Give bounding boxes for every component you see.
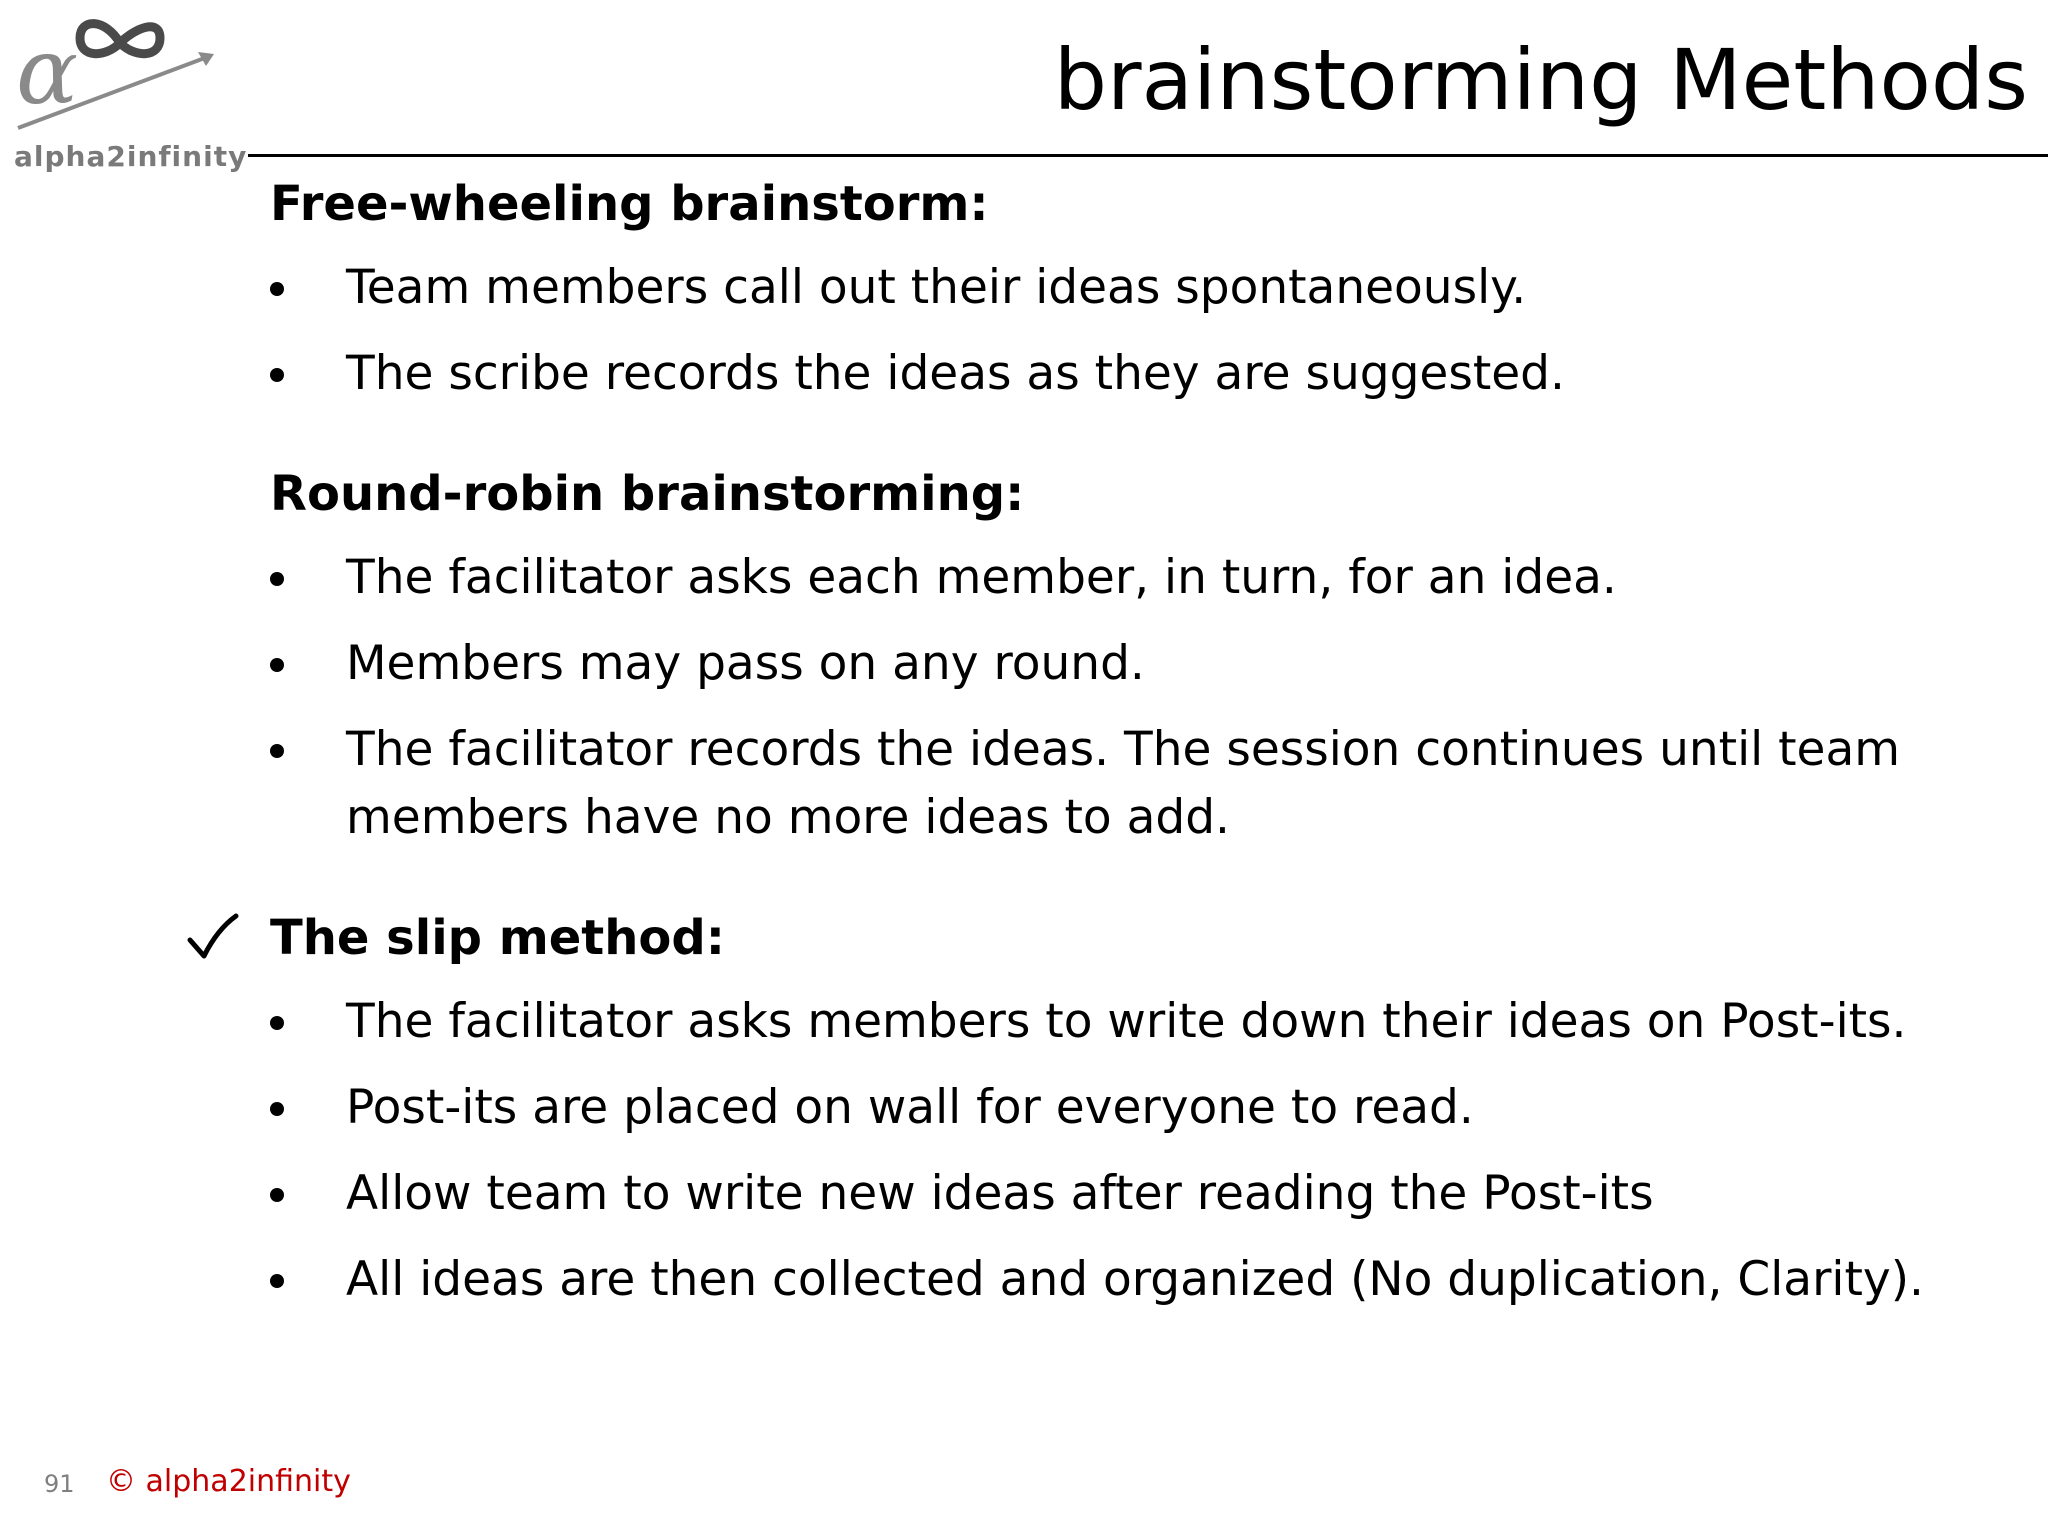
list-item: The facilitator asks members to write down their ideas on Post-its. (346, 994, 1907, 1049)
list-item: Post-its are placed on wall for everyone to read. (346, 1080, 1474, 1135)
section-heading-slip-method: The slip method: (270, 910, 725, 966)
bullet-icon (270, 572, 284, 586)
list-item-continuation: members have no more ideas to add. (346, 790, 1230, 845)
list-item: All ideas are then collected and organized (No duplication, Clarity). (346, 1252, 1924, 1307)
copyright-notice: © alpha2infinity (106, 1464, 351, 1499)
section-heading-round-robin: Round-robin brainstorming: (270, 466, 1025, 522)
svg-text:α: α (16, 18, 79, 125)
bullet-icon (270, 1016, 284, 1030)
list-item: Members may pass on any round. (346, 636, 1145, 691)
bullet-icon (270, 1102, 284, 1116)
bullet-icon (270, 282, 284, 296)
check-icon (184, 910, 240, 966)
bullet-icon (270, 1274, 284, 1288)
list-item: The facilitator records the ideas. The session continues until team (346, 722, 1901, 777)
list-item: The scribe records the ideas as they are suggested. (346, 346, 1565, 401)
bullet-icon (270, 368, 284, 382)
bullet-icon (270, 744, 284, 758)
slide-title: brainstorming Methods (1053, 31, 2028, 129)
section-heading-free-wheeling: Free-wheeling brainstorm: (270, 176, 989, 232)
list-item: The facilitator asks each member, in turn, for an idea. (346, 550, 1617, 605)
logo-wordmark: alpha2infinity (14, 140, 248, 173)
brand-logo (10, 8, 248, 178)
list-item: Team members call out their ideas spontaneously. (346, 260, 1527, 315)
bullet-icon (270, 1188, 284, 1202)
logo-alpha-infinity-icon (10, 8, 220, 138)
title-divider (248, 154, 2048, 157)
page-number: 91 (44, 1470, 75, 1498)
bullet-icon (270, 658, 284, 672)
list-item: Allow team to write new ideas after reading the Post-its (346, 1166, 1654, 1221)
